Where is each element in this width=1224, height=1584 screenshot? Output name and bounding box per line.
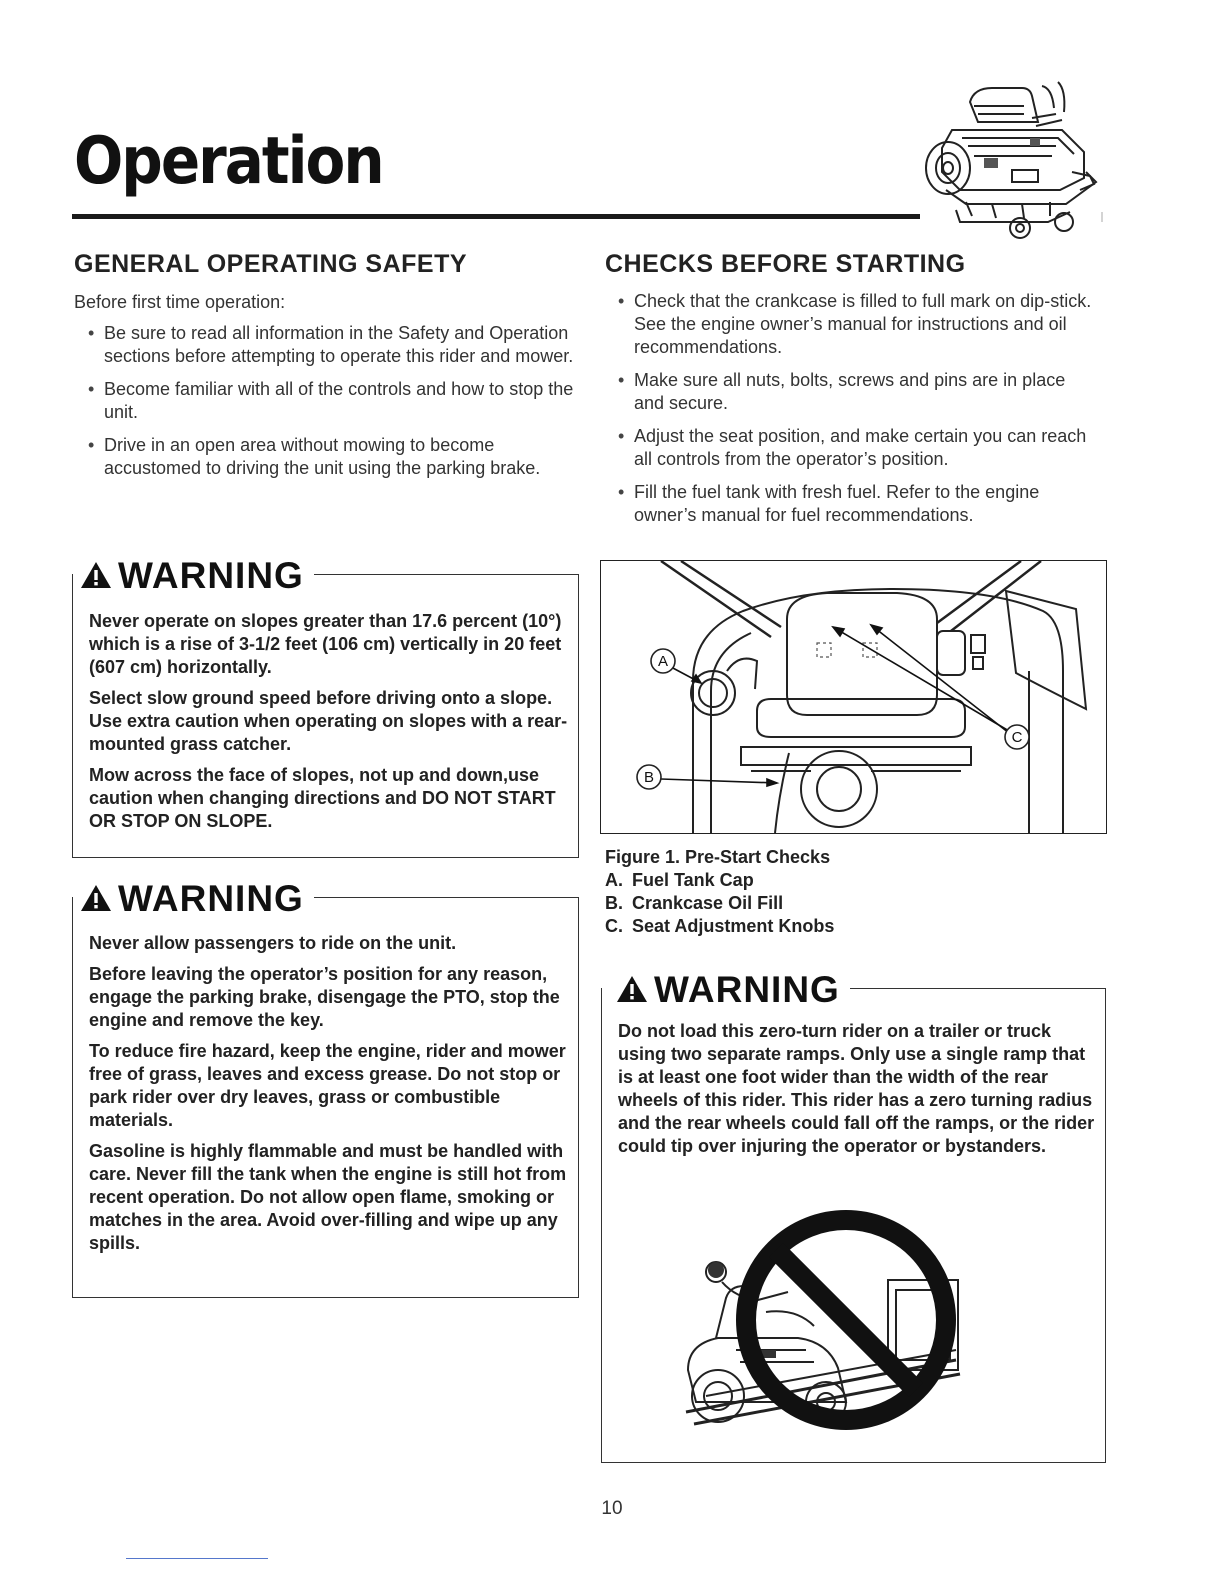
- list-item-text: Be sure to read all information in the Safety and Operation sections before attempting to operate this rider and mower.: [104, 323, 574, 366]
- pre-start-checks-figure: [600, 560, 1107, 834]
- warning-paragraph: Select slow ground speed before driving onto a slope. Use extra caution when operating on slopes with a rear-mounted grass catcher.: [89, 688, 568, 754]
- passenger-fuel-warning-text: [89, 932, 569, 1263]
- warning-header: [80, 553, 314, 597]
- bullet-icon: •: [618, 426, 625, 446]
- bullet-icon: •: [618, 291, 625, 311]
- warning-paragraph: Mow across the face of slopes, not up and down,use caution when changing directions and DO NOT START OR STOP ON SLOPE.: [89, 765, 556, 831]
- warning-triangle-icon: [80, 560, 112, 590]
- caption-title: Figure 1. Pre-Start Checks: [605, 847, 831, 867]
- list-item-text: Adjust the seat position, and make certain you can reach all controls from the operator’s position.: [634, 426, 1087, 469]
- slope-warning-text: [89, 610, 569, 841]
- list-item: [604, 425, 1096, 471]
- checks-list: [604, 290, 1096, 537]
- general-operating-safety-heading: GENERAL OPERATING SAFETY: [74, 250, 468, 278]
- bullet-icon: •: [618, 370, 625, 390]
- ramp-warning-text: [618, 1020, 1098, 1166]
- warning-label: WARNING: [654, 968, 840, 1010]
- warning-rule: [850, 988, 1105, 989]
- no-double-ramp-illustration: [676, 1200, 976, 1450]
- warning-label: WARNING: [118, 877, 304, 919]
- warning-paragraph: Gasoline is highly flammable and must be handled with care. Never fill the tank when the engine is still hot from recent operation. Do not allow open flame, smoking or matches in the area. Avoid over-filling and wipe up any spills.: [89, 1141, 567, 1253]
- warning-rule: [300, 897, 578, 898]
- list-item: [604, 369, 1096, 415]
- list-item: [604, 481, 1096, 527]
- footer-line: [126, 1558, 268, 1559]
- list-item-text: Check that the crankcase is filled to full mark on dip-stick. See the engine owner’s manual for instructions and oil recommendations.: [634, 291, 1092, 357]
- general-safety-list: [74, 322, 574, 490]
- warning-header: [616, 967, 850, 1011]
- bullet-icon: •: [88, 379, 95, 399]
- list-item-text: Become familiar with all of the controls and how to stop the unit.: [104, 379, 574, 422]
- list-item-text: Drive in an open area without mowing to become accustomed to driving the unit using the parking brake.: [104, 435, 541, 478]
- caption-item: A. Fuel Tank Cap: [605, 870, 754, 890]
- callout-label: C: [1011, 729, 1023, 746]
- list-item: [74, 434, 574, 480]
- warning-triangle-icon: [80, 883, 112, 913]
- general-safety-intro: Before first time operation:: [74, 292, 286, 312]
- warning-rule: [290, 574, 578, 575]
- list-item-text: Fill the fuel tank with fresh fuel. Refer to the engine owner’s manual for fuel recommendations.: [634, 482, 1040, 525]
- rider-top-view-illustration: [601, 561, 1106, 833]
- list-item: [604, 290, 1096, 359]
- warning-paragraph: To reduce fire hazard, keep the engine, rider and mower free of grass, leaves and excess grease. Do not stop or park rider over dry leaves, grass or combustible materials.: [89, 1041, 566, 1130]
- mower-illustration: [912, 72, 1112, 242]
- bullet-icon: •: [88, 435, 95, 455]
- warning-triangle-icon: [616, 974, 648, 1004]
- list-item-text: Make sure all nuts, bolts, screws and pins are in place and secure.: [634, 370, 1066, 413]
- warning-label: WARNING: [118, 554, 304, 596]
- warning-paragraph: Do not load this zero-turn rider on a trailer or truck using two separate ramps. Only use a single ramp that is at least one foot wider than the width of the rear wheels of this rider. This rider has a zero turning radius and the rear wheels could fall off the ramps, or the rider could tip over injuring the operator or bystanders.: [618, 1021, 1095, 1156]
- warning-paragraph: Before leaving the operator’s position for any reason, engage the parking brake, disengage the PTO, stop the engine and remove the key.: [89, 964, 560, 1030]
- caption-item: C. Seat Adjustment Knobs: [605, 916, 835, 936]
- title-rule: [72, 214, 920, 219]
- figure-caption: [605, 846, 834, 938]
- callout-label: B: [643, 769, 655, 786]
- page-number: 10: [601, 1498, 623, 1519]
- checks-before-starting-heading: CHECKS BEFORE STARTING: [605, 250, 966, 278]
- warning-paragraph: Never operate on slopes greater than 17.6 percent (10°) which is a rise of 3-1/2 feet (106 cm) vertically in 20 feet (607 cm) horizontally.: [89, 611, 562, 677]
- bullet-icon: •: [618, 482, 625, 502]
- bullet-icon: •: [88, 323, 95, 343]
- list-item: [74, 322, 574, 368]
- page-title: Operation: [74, 122, 383, 199]
- warning-paragraph: Never allow passengers to ride on the unit.: [89, 933, 457, 953]
- caption-item: B. Crankcase Oil Fill: [605, 893, 784, 913]
- callout-label: A: [657, 653, 669, 670]
- list-item: [74, 378, 574, 424]
- warning-header: [80, 876, 314, 920]
